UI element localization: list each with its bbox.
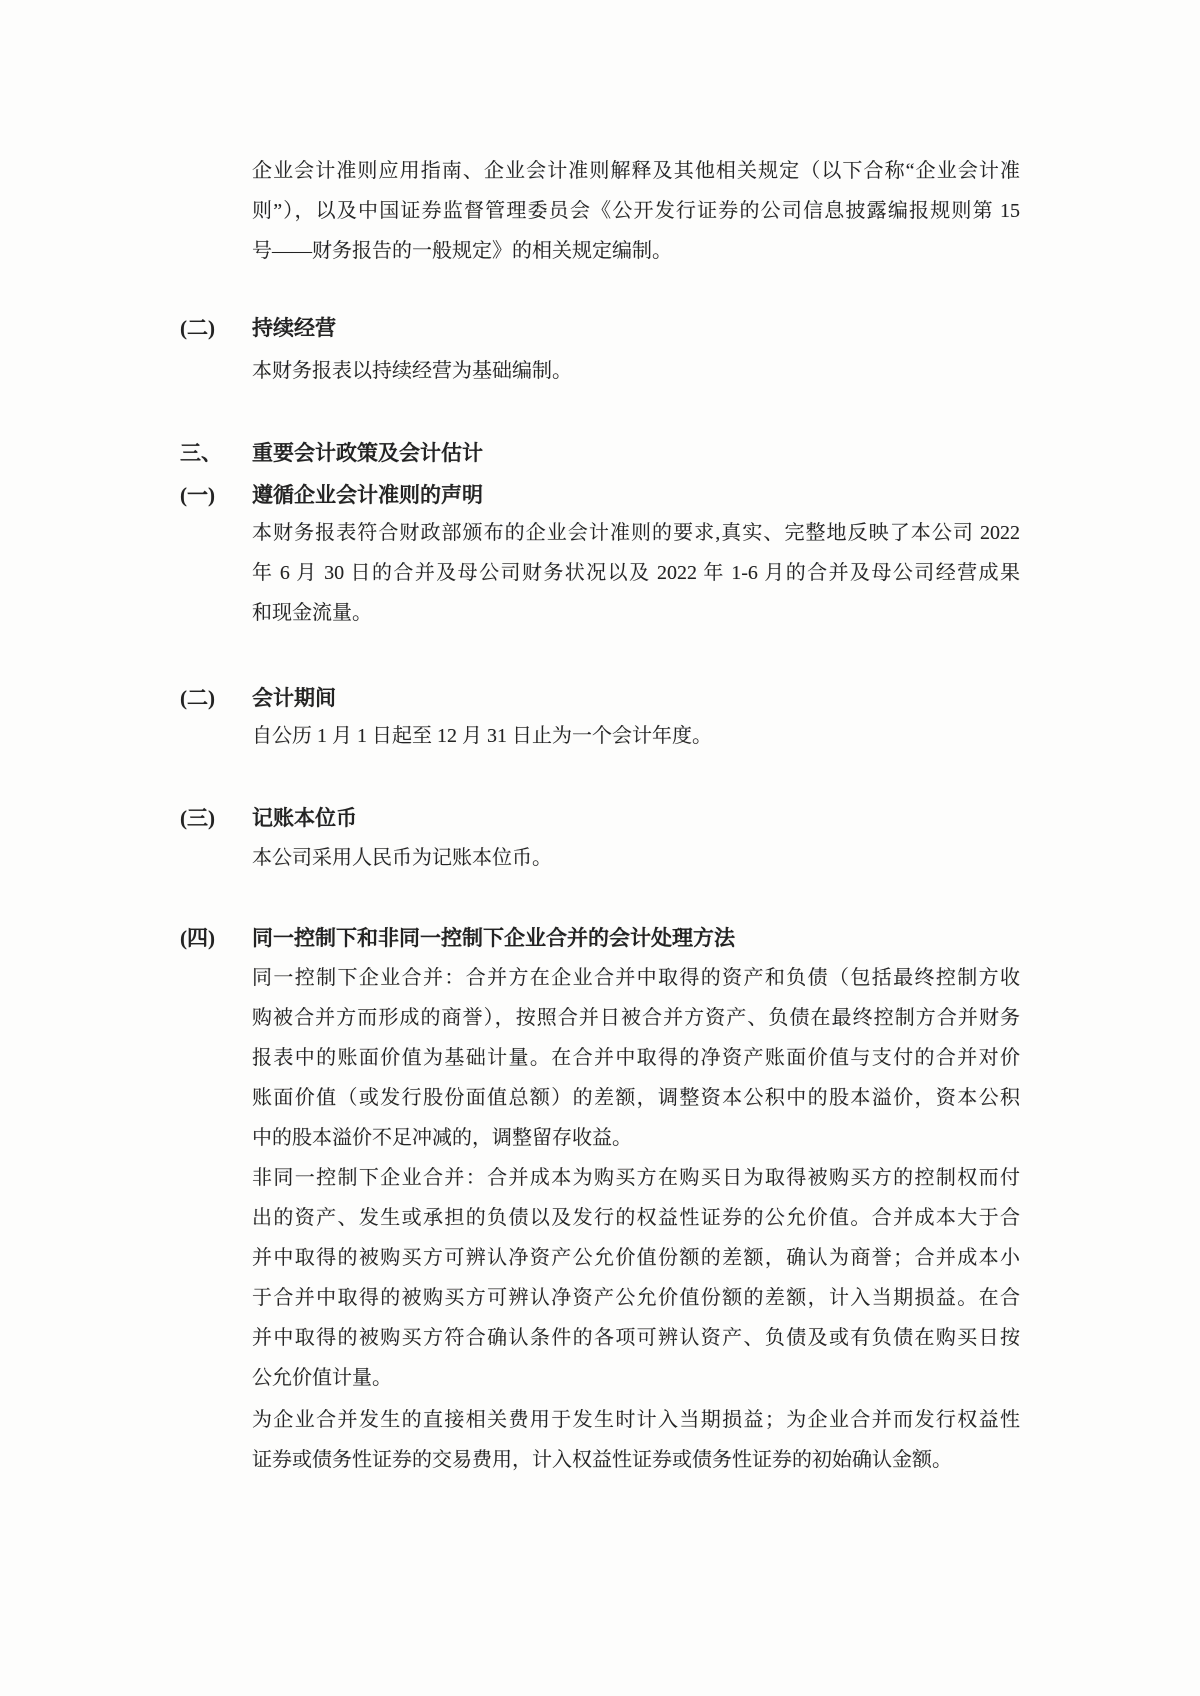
subsection-functional-currency-heading	[180, 798, 1040, 838]
paragraph-line: 为企业合并发生的直接相关费用于发生时计入当期损益；为企业合并而发行权益性	[252, 1409, 1020, 1431]
section-number-label: (一)	[180, 483, 215, 507]
section-number-label: (二)	[180, 316, 215, 340]
subsection-compliance-heading	[180, 475, 1040, 515]
section-title: 持续经营	[252, 316, 336, 340]
paragraph-line: 证券或债务性证券的交易费用，计入权益性证券或债务性证券的初始确认金额。	[252, 1449, 952, 1471]
same-control-merger-paragraph	[252, 958, 1020, 1158]
section-title: 遵循企业会计准则的声明	[252, 483, 483, 507]
paragraph-line: 则”），以及中国证券监督管理委员会《公开发行证券的公司信息披露编报规则第 15	[252, 200, 1020, 222]
paragraph-line: 出的资产、发生或承担的负债以及发行的权益性证券的公允价值。合并成本大于合	[252, 1207, 1020, 1229]
section-title: 同一控制下和非同一控制下企业合并的会计处理方法	[252, 926, 735, 950]
paragraph-line: 同一控制下企业合并：合并方在企业合并中取得的资产和负债（包括最终控制方收	[252, 967, 1020, 989]
paragraph-line: 年 6 月 30 日的合并及母公司财务状况以及 2022 年 1-6 月的合并及母公司经营成果	[252, 562, 1020, 584]
intro-paragraph	[252, 151, 1020, 271]
paragraph-line: 并中取得的被购买方可辨认净资产公允价值份额的差额，确认为商誉；合并成本小	[252, 1247, 1020, 1269]
section-title: 重要会计政策及会计估计	[252, 441, 483, 465]
section-number-label: (四)	[180, 926, 215, 950]
paragraph-line: 并中取得的被购买方符合确认条件的各项可辨认资产、负债及或有负债在购买日按	[252, 1327, 1020, 1349]
subsection-accounting-period-heading	[180, 678, 1040, 718]
paragraph-line: 和现金流量。	[252, 602, 372, 624]
section-number-label: (三)	[180, 806, 215, 830]
functional-currency-paragraph: 本公司采用人民币为记账本位币。	[252, 847, 552, 869]
section-title: 会计期间	[252, 686, 336, 710]
paragraph-line: 中的股本溢价不足冲减的，调整留存收益。	[252, 1127, 632, 1149]
accounting-period-paragraph: 自公历 1 月 1 日起至 12 月 31 日止为一个会计年度。	[252, 725, 712, 747]
paragraph-line: 号——财务报告的一般规定》的相关规定编制。	[252, 240, 672, 262]
section-number-label: (二)	[180, 686, 215, 710]
paragraph-line: 非同一控制下企业合并：合并成本为购买方在购买日为取得被购买方的控制权而付	[252, 1167, 1020, 1189]
paragraph-line: 企业会计准则应用指南、企业会计准则解释及其他相关规定（以下合称“企业会计准	[252, 160, 1020, 182]
paragraph-line: 报表中的账面价值为基础计量。在合并中取得的净资产账面价值与支付的合并对价	[252, 1047, 1020, 1069]
paragraph-line: 公允价值计量。	[252, 1367, 392, 1389]
section-major-policies-heading	[180, 433, 1040, 473]
paragraph-line: 本财务报表符合财政部颁布的企业会计准则的要求,真实、完整地反映了本公司 2022	[252, 522, 1020, 544]
non-same-control-merger-paragraph	[252, 1158, 1020, 1398]
subsection-business-combination-heading	[180, 918, 1040, 958]
paragraph-line: 购被合并方而形成的商誉），按照合并日被合并方资产、负债在最终控制方合并财务	[252, 1007, 1020, 1029]
section-number-label: 三、	[180, 441, 222, 465]
going-concern-paragraph: 本财务报表以持续经营为基础编制。	[252, 360, 572, 382]
section-going-concern-heading	[180, 308, 1040, 348]
compliance-paragraph	[252, 513, 1020, 633]
paragraph-line: 于合并中取得的被购买方可辨认净资产公允价值份额的差额，计入当期损益。在合	[252, 1287, 1020, 1309]
merger-fees-paragraph	[252, 1400, 1020, 1480]
section-title: 记账本位币	[252, 806, 357, 830]
paragraph-line: 账面价值（或发行股份面值总额）的差额，调整资本公积中的股本溢价，资本公积	[252, 1087, 1020, 1109]
